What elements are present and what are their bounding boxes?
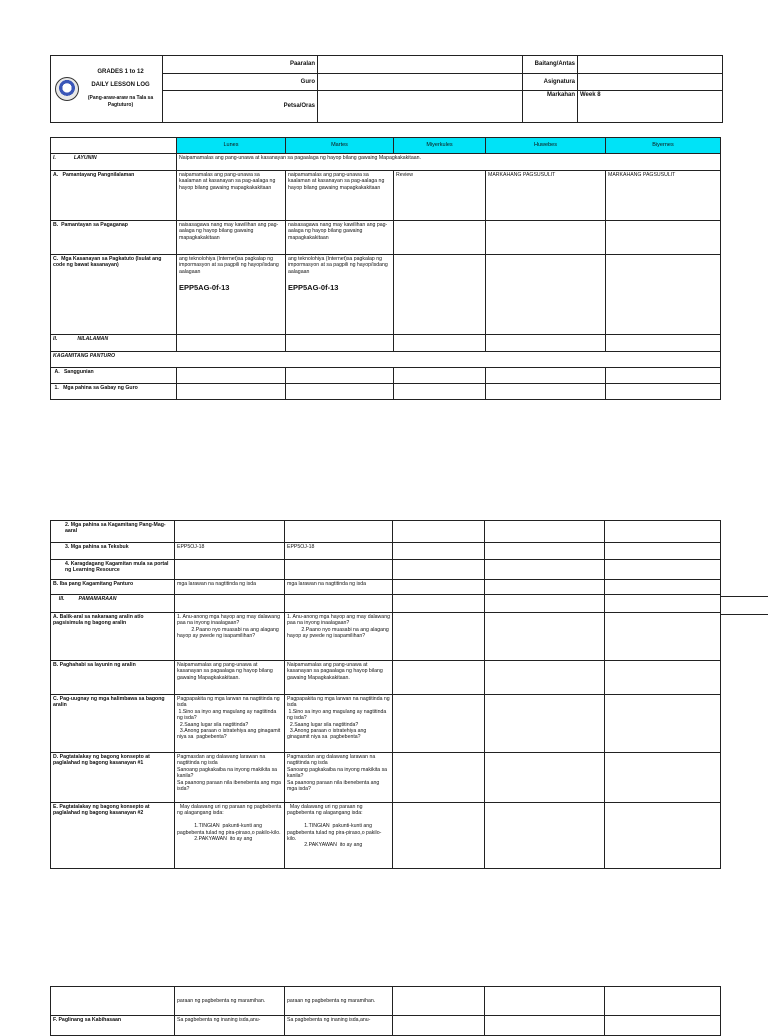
gabay-lunes [177,384,286,400]
pu-miyerkules [393,695,485,753]
pam-huwebes [485,595,605,613]
lr-miyerkules [393,560,485,580]
row-b-biyernes [606,221,721,255]
pamantayang-pangnilalaman-heading [51,171,177,221]
sanggunian-lunes [177,368,286,384]
row-b-miyerkules [394,221,486,255]
header-title-cell [51,56,163,123]
paghahabi-heading: B. Paghahabi sa layunin ng aralin [51,661,175,695]
paaralan-label: Paaralan [163,56,318,74]
pt2-huwebes [485,803,605,869]
p2-r1-lunes [175,521,285,543]
pagtatalakay-1-heading: D. Pagtatalakay ng bagong konsepto at paglalahad ng bagong kasanayan #1 [51,753,175,803]
pl-miyerkules [393,1016,485,1036]
balik-aral-heading: A. Balik-aral sa nakaraang aralin at/o pagsisimula ng bagong aralin [51,613,175,661]
row-b-number: B. [53,222,59,228]
layunin-title: LAYUNIN [73,155,97,161]
pu-huwebes [485,695,605,753]
baitang-field[interactable] [578,56,723,74]
header-table [50,55,723,123]
row-c-martes [286,255,394,335]
day-header-blank [51,138,177,154]
dll-label: DAILY LESSON LOG [91,82,150,88]
p3-r1-miyerkules [393,987,485,1016]
pamantayan-pagganap-heading [51,221,177,255]
nilalaman-number: II. [53,336,58,342]
p2-r1-biyernes [605,521,721,543]
teksbuk-huwebes [485,543,605,560]
sanggunian-biyernes [606,368,721,384]
pt1-miyerkules [393,753,485,803]
lr-martes [285,560,393,580]
pamamaraan-title: PAMAMARAAN [78,596,117,602]
grades-label: GRADES 1 to 12 [97,69,144,75]
pl-biyernes [605,1016,721,1036]
p3-r1-lunes-text: paraan ng pagbebenta ng maramihan. [177,998,266,1004]
stray-border-line [720,614,768,615]
row-b-lunes: naisasagawa nang may kawilihan ang pag-aalaga ng hayop bilang gawaing mapagkakakitaan [177,221,286,255]
nilalaman-biyernes [606,335,721,352]
pag-uugnay-martes: Pagpapakita ng mga larwan na nagtitinda ng isda 1.Sino sa inyo ang magulang ay nagtitinda ng isda? 2.Saang lugar sila nagtitinda? 3.Anong paraan o istratehiya ang ginagamit niya sa pagbebenta? [285,695,393,753]
p3-r1-huwebes [485,987,605,1016]
p2-r1-martes [285,521,393,543]
gabay-guro-heading [51,384,177,400]
paghahabi-martes: Naipamamalas ang pang-unawa at kasanayan sa pagaalaga ng hayop bilang gawaing Mapagkakakitaan. [285,661,393,695]
ba-biyernes [605,613,721,661]
day-lunes: Lunes [177,138,286,154]
row-c-title: Mga Kasanayan sa Pagkatuto (Isulat ang code ng bawat kasanayan) [53,256,162,269]
row-a-number: A. [53,172,59,178]
kasanayan-heading [51,255,177,335]
pagtatalakay-2-martes: May dalawang uri ng paraan ng pagbebenta ng alagangang isda: 1.TINGIAN pakunti-kunti ang pagbebenta tulad ng pira-piraso,o pakilo-kilo. 2.PAKYAWAN ito ay ang [285,803,393,869]
pamamaraan-number: III. [58,596,65,602]
p3-r1-title [51,987,175,1016]
petsa-field[interactable] [318,91,523,123]
pam-miyerkules [393,595,485,613]
guro-field[interactable] [318,74,523,91]
dll-sub-label: (Pang-araw-araw na Tala sa Pagtuturo) [87,95,154,108]
gabay-biyernes [606,384,721,400]
day-miyerkules: Miyerkules [394,138,486,154]
baitang-label: Baitang/Antas [523,56,578,74]
markahan-label: Markahan [523,91,578,123]
pag-uugnay-lunes: Pagpapakita ng mga larwan na nagtitinda ng isda 1.Sino sa inyo ang magulang ay nagtitinda ng isda? 2.Saang lugar sila nagtitinda? 3.Anong paraan o istratehiya ang ginagamit niya sa pagbebenta? [175,695,285,753]
row-a-martes: naipamamalas ang pang-unawa sa kaalaman at kasanayan sa pag-aalaga ng hayop bilang gawaing mapagkakakitaan [286,171,394,221]
learning-resource-heading: 4. Karagdagang Kagamitan mula sa portal ng Learning Resource [51,560,175,580]
row-b-title: Pamantayan sa Pagaganap [61,222,128,228]
pamamaraan-heading [51,595,175,613]
pl-huwebes [485,1016,605,1036]
pag-uugnay-heading: C. Pag-uugnay ng mga halimbawa sa bagong aralin [51,695,175,753]
row-c-number: C. [53,256,59,262]
paghahabi-lunes: Naipamamalas ang pang-unawa at kasanayan sa pagaalaga ng hayop bilang gawaing Mapagkakakitaan. [175,661,285,695]
pam-martes [285,595,393,613]
row-c-huwebes [486,255,606,335]
nilalaman-miyerkules [394,335,486,352]
lesson-table-page2 [50,520,721,869]
pam-biyernes [605,595,721,613]
deped-seal-logo [53,76,81,102]
iba-pang-kagamitan-martes: mga larawan na nagtitinda ng isda [285,580,393,595]
row-a-huwebes: MARKAHANG PAGSUSULIT [486,171,606,221]
gabay-huwebes [486,384,606,400]
balik-aral-lunes: 1. Anu-anong mga hayop ang may dalawang paa na inyong inaalagaan? 2.Paano nyo muasabi na ang alagang hayop ay pwede ng isapamilihan? [175,613,285,661]
ipk-biyernes [605,580,721,595]
ba-huwebes [485,613,605,661]
teksbuk-miyerkules [393,543,485,560]
lesson-table-page3 [50,986,721,1036]
ipk-huwebes [485,580,605,595]
nilalaman-title: NILALAMAN [77,336,109,342]
sanggunian-title: Sanggunian [63,369,94,375]
paaralan-field[interactable] [318,56,523,74]
kagamitang-mag-aaral-heading: 2. Mga pahina sa Kagamitang Pang-Mag-aaral [51,521,175,543]
day-biyernes: Biyernes [606,138,721,154]
sanggunian-miyerkules [394,368,486,384]
paglinang-lunes: Sa pagbebenta ng inaning isda,anu- [175,1016,285,1036]
sanggunian-huwebes [486,368,606,384]
sanggunian-heading [51,368,177,384]
row-c-martes-text: ang teknolohiya (Internet)sa pagkalap ng impormasyon at sa pagpili ng hayop/isdang aalagaan [288,256,388,275]
row-b-martes: naisasagawa nang may kawilihan ang pag-aalaga ng hayop bilang gawaing mapagkakakitaan [286,221,394,255]
asignatura-label: Asignatura [523,74,578,91]
teksbuk-martes: EPP5OJ-18 [285,543,393,560]
layunin-number: I. [53,155,56,161]
p2-r1-huwebes [485,521,605,543]
p3-r1-martes-text: paraan ng pagbebenta ng maramihan. [287,998,376,1004]
row-c-lunes-code: EPP5AG-0f-13 [179,283,230,293]
pagtatalakay-2-heading: E. Pagtatalakay ng bagong konsepto at paglalahad ng bagong kasanayan #2 [51,803,175,869]
p3-r1-lunes [175,987,285,1016]
balik-aral-martes: 1. Anu-anong mga hayop ang may dalawang paa na inyong inaalagaan? 2.Paano nyo muasabi na ang alagang hayop ay pwede ng isapamilihan? [285,613,393,661]
row-a-miyerkules: Review [394,171,486,221]
iba-pang-kagamitan-lunes: mga larawan na nagtitinda ng isda [175,580,285,595]
row-b-huwebes [486,221,606,255]
lr-huwebes [485,560,605,580]
row-c-miyerkules [394,255,486,335]
gabay-martes [286,384,394,400]
guro-label: Guro [163,74,318,91]
paglinang-heading: F. Paglinang sa Kabihasaan [51,1016,175,1036]
sanggunian-martes [286,368,394,384]
day-martes: Martes [286,138,394,154]
layunin-text: Naipamamalas ang pang-unawa at kasanayan sa pagaalaga ng hayop bilang gawaing Mapagkakakitaan. [177,154,721,171]
ba-miyerkules [393,613,485,661]
pam-lunes [175,595,285,613]
teksbuk-biyernes [605,543,721,560]
teksbuk-heading: 3. Mga pahina sa Teksbuk [51,543,175,560]
paglinang-martes: Sa pagbebenta ng inaning isda,anu- [285,1016,393,1036]
teksbuk-lunes: EPP5OJ-18 [175,543,285,560]
lr-biyernes [605,560,721,580]
gabay-title: Mga pahina sa Gabay ng Guro [63,385,138,391]
pagtatalakay-2-lunes: May dalawang uri ng paraan ng pagbebenta ng alagangang isda: 1.TINGIAN pakunti-kunti ang pagbebenta tulad ng pira-piraso,o pakilo-kilo. 2.PAKYAWAN ito ay ang [175,803,285,869]
row-c-martes-code: EPP5AG-0f-13 [288,283,339,293]
pt1-biyernes [605,753,721,803]
row-a-biyernes: MARKAHANG PAGSUSULIT [606,171,721,221]
pt2-miyerkules [393,803,485,869]
row-c-lunes-text: ang teknolohiya (Internet)sa pagkalap ng impormasyon at sa pagpili ng hayop/isdang aalagaan [179,256,279,275]
ph-biyernes [605,661,721,695]
pt1-huwebes [485,753,605,803]
nilalaman-lunes [177,335,286,352]
p3-r1-biyernes [605,987,721,1016]
pt2-biyernes [605,803,721,869]
asignatura-field[interactable] [578,74,723,91]
pagtatalakay-1-martes: Pagmasdan ang dalawang larawan na nagtitinda ng isda Sanoang pagkakaiba na inyong makikita sa kanila? Sa paanong paraan nila ibenebenta ang mga isda? [285,753,393,803]
lesson-table-page1 [50,137,721,400]
ph-huwebes [485,661,605,695]
p2-r1-miyerkules [393,521,485,543]
gabay-miyerkules [394,384,486,400]
row-c-lunes [177,255,286,335]
nilalaman-martes [286,335,394,352]
lr-lunes [175,560,285,580]
petsa-label: Petsa/Oras [163,91,318,123]
gabay-number: 1. [54,385,59,391]
pagtatalakay-1-lunes: Pagmasdan ang dalawang larawan na nagtitinda ng isda Sanoang pagkakaiba na inyong makikita sa kanila? Sa paanong paraan nila ibenebenta ang mga isda? [175,753,285,803]
row-a-title: Pamantayang Pangnilalaman [62,172,135,178]
kagamitang-panturo-heading: KAGAMITANG PANTURO [51,352,721,368]
week-value: Week 8 [578,91,723,123]
p3-r1-martes [285,987,393,1016]
iba-pang-kagamitan-heading: B. Iba pang Kagamitang Panturo [51,580,175,595]
row-a-lunes: naipamamalas ang pang-unawa sa kaalaman at kasanayan sa pag-aalaga ng hayop bilang gawaing mapagkakakitaan [177,171,286,221]
row-c-biyernes [606,255,721,335]
nilalaman-heading [51,335,177,352]
pu-biyernes [605,695,721,753]
sanggunian-number: A. [54,369,60,375]
ph-miyerkules [393,661,485,695]
stray-border-line [720,596,768,597]
layunin-heading [51,154,177,171]
ipk-miyerkules [393,580,485,595]
day-huwebes: Huwebes [486,138,606,154]
nilalaman-huwebes [486,335,606,352]
